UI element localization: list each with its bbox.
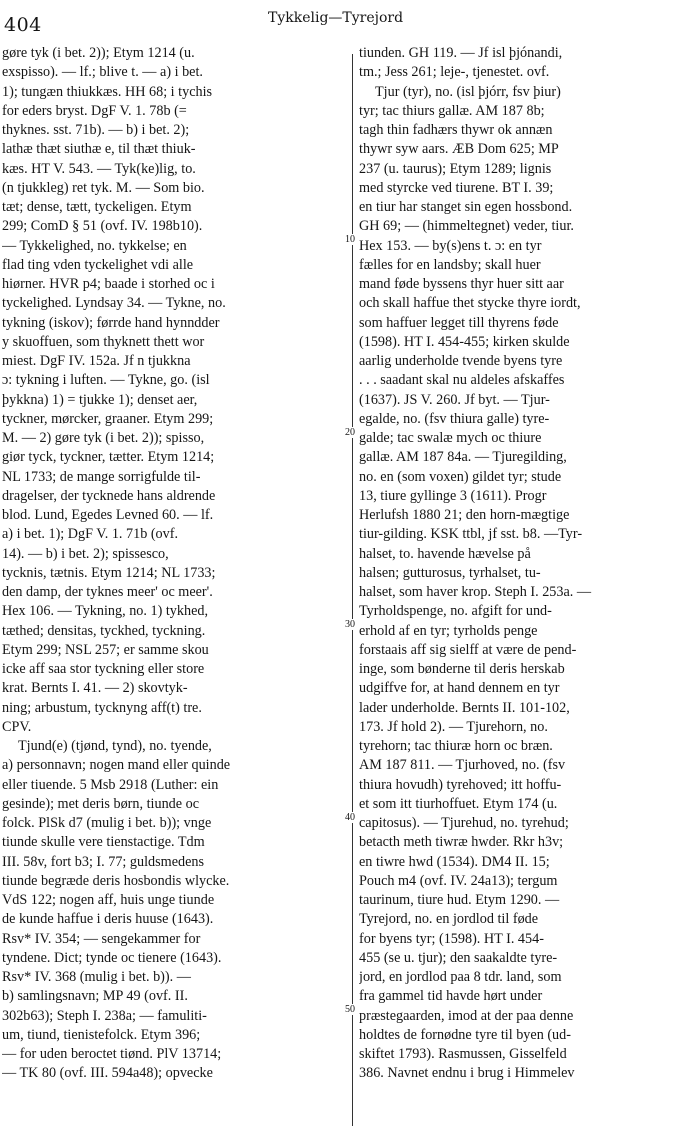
text-line: tykning (iskov); førrde hand hynndder: [2, 314, 220, 331]
text-line: tyckner, mørcker, graaner. Etym 299;: [2, 410, 214, 427]
text-line: VdS 122; nogen aff, huis unge tiunde: [2, 892, 215, 908]
text-line: aarlig underholde tvende byens tyre: [359, 353, 563, 369]
text-line: dragelser, der tycknede hans aldrende: [2, 487, 216, 504]
text-line: Hex 106. — Tykning, no. 1) tykhed,: [2, 603, 209, 620]
text-line: den damp, der tyknes meer' oc meer'.: [2, 584, 213, 600]
text-line: en tiwre hwd (1534). DM4 II. 15;: [359, 853, 550, 870]
text-line: Tyrholdspenge, no. afgift for und-: [359, 603, 552, 620]
text-line: tiur-gilding. KSK ttbl, jf sst. b8. —Tyr-: [359, 526, 583, 543]
text-line: 13, tiure gyllinge 3 (1611). Progr: [359, 487, 547, 504]
text-line: (1598). HT I. 454-455; kirken skulde: [359, 333, 570, 350]
text-line: ning; arbustum, tycknyng aff(t) tre.: [2, 699, 202, 716]
text-line: mand føde byssens thyr huer sitt aar: [359, 276, 564, 292]
text-line: CPV.: [2, 718, 32, 735]
text-line: for eders bryst. DgF V. 1. 78b (=: [2, 102, 187, 119]
text-line: AM 187 811. — Tjurhoved, no. (fsv: [359, 757, 566, 774]
text-line: thyknes. sst. 71b). — b) i bet. 2);: [2, 122, 190, 138]
text-line: for byens tyr; (1598). HT I. 454-: [359, 930, 544, 947]
text-line: Tjund(e) (tjønd, tynd), no. tyende,: [18, 738, 212, 754]
text-line: tycknis, tætnis. Etym 1214; NL 1733;: [2, 564, 216, 581]
text-line: fra gammel tid havde hørt under: [359, 988, 543, 1005]
text-line: halset, to. havende hævelse på: [359, 545, 531, 562]
text-line: þykkna) 1) = tjukke 1); denset aer,: [2, 391, 198, 408]
text-line: halsen; gutturosus, tyrhalset, tu-: [359, 564, 541, 581]
text-line: gesinde); met deris børn, tiunde oc: [2, 795, 199, 812]
text-line: b) samlingsnavn; MP 49 (ovf. II.: [2, 988, 188, 1005]
text-line: GH 69; — (himmeltegnet) veder, tiur.: [359, 218, 574, 235]
text-line: . . . saadant skal nu aldeles afskaffes: [359, 372, 565, 389]
text-line: 302b63); Steph I. 238a; — famuliti-: [2, 1007, 207, 1024]
text-line: tyr; tac thiurs gallæ. AM 187 8b;: [359, 102, 545, 119]
text-line: et som itt tiurhoffuet. Etym 174 (u.: [359, 795, 558, 812]
left-column: [2, 44, 340, 1084]
text-line: tyrehorn; tac thiuræ horn oc bræn.: [359, 738, 553, 754]
text-line: forstaais aff sig sielff at være de pend-: [359, 641, 577, 658]
text-line: halset, som haver krop. Steph I. 253a. —: [359, 584, 592, 600]
text-line: taurinum, tiure hud. Etym 1290. —: [359, 892, 560, 908]
text-line: Rsv* IV. 368 (mulig i bet. b)). —: [2, 969, 191, 985]
text-line: NL 1733; de mange sorrigfulde til-: [2, 468, 201, 485]
text-line: (1637). JS V. 260. Jf byt. — Tjur-: [359, 391, 550, 408]
text-line: icke aff saa stor tyckning eller store: [2, 661, 205, 677]
line-number-marker: 30: [342, 619, 358, 630]
text-line: flad ting vden tyckelighet vdi alle: [2, 256, 194, 273]
column-divider: [352, 54, 353, 1126]
text-line: tiunde skulle vere tienstactige. Tdm: [2, 834, 205, 851]
text-line: — Tykkelighed, no. tykkelse; en: [2, 237, 187, 254]
text-line: — for uden beroctet tiønd. PlV 13714;: [2, 1046, 222, 1062]
text-line: och skall haffue thet stycke thyre iordt,: [359, 295, 581, 312]
text-line: erhold af en tyr; tyrholds penge: [359, 622, 538, 639]
page-header: [0, 0, 700, 44]
text-line: skiftet 1793). Rasmussen, Gisselfeld: [359, 1046, 567, 1062]
text-line: inge, som bønderne til deris herskab: [359, 661, 565, 677]
text-line: Tyrejord, no. en jordlod til føde: [359, 911, 539, 928]
text-line: 173. Jf hold 2). — Tjurehorn, no.: [359, 718, 548, 735]
text-line: tyckelighed. Lyndsay 34. — Tykne, no.: [2, 295, 226, 312]
text-line: 1); tungæn thiukkæs. HH 68; i tychis: [2, 83, 213, 100]
text-line: som haffuer legget till thyrens føde: [359, 314, 559, 331]
text-line: præstegaarden, imod at der paa denne: [359, 1007, 574, 1024]
text-line: 455 (se u. tjur); den saakaldte tyre-: [359, 949, 558, 966]
text-line: Etym 299; NSL 257; er samme skou: [2, 641, 209, 658]
text-line: giør tyck, tyckner, tætter. Etym 1214;: [2, 449, 215, 466]
text-line: no. en (som voxen) gildet tyr; stude: [359, 468, 562, 485]
text-line: galde; tac swalæ mych oc thiure: [359, 430, 542, 446]
column-gutter: [346, 54, 356, 1134]
text-line: gøre tyk (i bet. 2)); Etym 1214 (u.: [2, 45, 195, 61]
page-number: 404: [4, 14, 42, 36]
text-line: de kunde haffue i deris huuse (1643).: [2, 911, 214, 928]
text-line: tiunden. GH 119. — Jf isl þjónandi,: [359, 45, 563, 61]
text-line: tm.; Jess 261; leje-, tjenestet. ovf.: [359, 64, 550, 81]
text-line: exspisso). — lf.; blive t. — a) i bet.: [2, 64, 203, 81]
text-line: tæthed; densitas, tyckhed, tyckning.: [2, 622, 206, 639]
text-line: blod. Lund, Egedes Levned 60. — lf.: [2, 507, 214, 523]
text-line: capitosus). — Tjurehud, no. tyrehud;: [359, 815, 569, 831]
text-line: Herlufsh 1880 21; den horn-mægtige: [359, 507, 570, 523]
text-line: 237 (u. taurus); Etym 1289; lignis: [359, 160, 552, 177]
text-line: (n tjukkleg) ret tyk. M. — Som bio.: [2, 179, 205, 196]
line-number-marker: 10: [342, 234, 358, 245]
text-line: holdtes de fornødne tyre til byen (ud-: [359, 1026, 571, 1043]
text-line: 386. Navnet endnu i brug i Himmelev: [359, 1065, 575, 1082]
text-line: en tiur har stanget sin egen hossbond.: [359, 199, 573, 215]
text-line: betacth meth tiwræ hwder. Rkr h3v;: [359, 834, 564, 851]
line-number-marker: 50: [342, 1004, 358, 1015]
text-line: tyndene. Dict; tynde oc tienere (1643).: [2, 949, 222, 966]
text-line: lader underholde. Bernts II. 101-102,: [359, 699, 570, 716]
text-line: fælles for en landsby; skall huer: [359, 256, 541, 273]
text-line: miest. DgF IV. 152a. Jf n tjukkna: [2, 353, 191, 369]
text-line: folck. PlSk d7 (mulig i bet. b)); vnge: [2, 815, 212, 831]
text-line: krat. Bernts I. 41. — 2) skovtyk-: [2, 680, 188, 697]
right-column: [359, 44, 699, 1084]
text-line: tæt; dense, tætt, tyckeligen. Etym: [2, 199, 192, 215]
text-line: ɔ: tykning i luften. — Tykne, go. (isl: [2, 372, 210, 389]
text-line: 299; ComD § 51 (ovf. IV. 198b10).: [2, 218, 203, 235]
text-line: a) i bet. 1); DgF V. 1. 71b (ovf.: [2, 526, 179, 543]
text-line: um, tiund, tienistefolck. Etym 396;: [2, 1026, 201, 1043]
text-line: kæs. HT V. 543. — Tyk(ke)lig, to.: [2, 160, 196, 177]
text-line: jord, en jordlod paa 8 tdr. land, som: [359, 969, 562, 985]
line-number-marker: 20: [342, 427, 358, 438]
text-line: eller tiuende. 5 Msb 2918 (Luther: ein: [2, 776, 219, 793]
text-line: hiørner. HVR p4; baade i storhed oc i: [2, 276, 215, 292]
text-line: M. — 2) gøre tyk (i bet. 2)); spisso,: [2, 430, 205, 446]
text-line: a) personnavn; nogen mand eller quinde: [2, 757, 231, 774]
text-line: Hex 153. — by(s)ens t. ɔ: en tyr: [359, 237, 542, 254]
text-line: lathæ thæt siuthæ e, til thæt thiuk-: [2, 141, 196, 158]
text-line: Rsv* IV. 354; — sengekammer for: [2, 930, 201, 947]
text-line: 14). — b) i bet. 2); spissesco,: [2, 545, 169, 562]
line-number-marker: 40: [342, 812, 358, 823]
text-line: tagh thin fadhærs thywr ok annæn: [359, 122, 553, 138]
text-line: Pouch m4 (ovf. IV. 24a13); tergum: [359, 872, 558, 889]
text-line: tiunde begræde deris hosbondis wlycke.: [2, 872, 230, 889]
text-line: III. 58v, fort b3; I. 77; guldsmedens: [2, 853, 205, 870]
text-line: thiura hovudh) tyrehoved; itt hoffu-: [359, 776, 562, 793]
text-line: med styrcke ved tiurene. BT I. 39;: [359, 179, 554, 196]
text-line: — TK 80 (ovf. III. 594a48); opvecke: [2, 1065, 213, 1082]
text-line: udgiffve for, at hand dennem en tyr: [359, 680, 560, 697]
text-line: Tjur (tyr), no. (isl þjórr, fsv þiur): [375, 83, 561, 100]
text-line: egalde, no. (fsv thiura galle) tyre-: [359, 410, 550, 427]
running-head: Tykkelig—Tyrejord: [268, 10, 404, 26]
text-line: y skuoffuen, som thyknett thett wor: [2, 333, 205, 350]
text-line: gallæ. AM 187 84a. — Tjuregilding,: [359, 449, 567, 466]
text-line: thywr syw aars. ÆB Dom 625; MP: [359, 141, 559, 158]
